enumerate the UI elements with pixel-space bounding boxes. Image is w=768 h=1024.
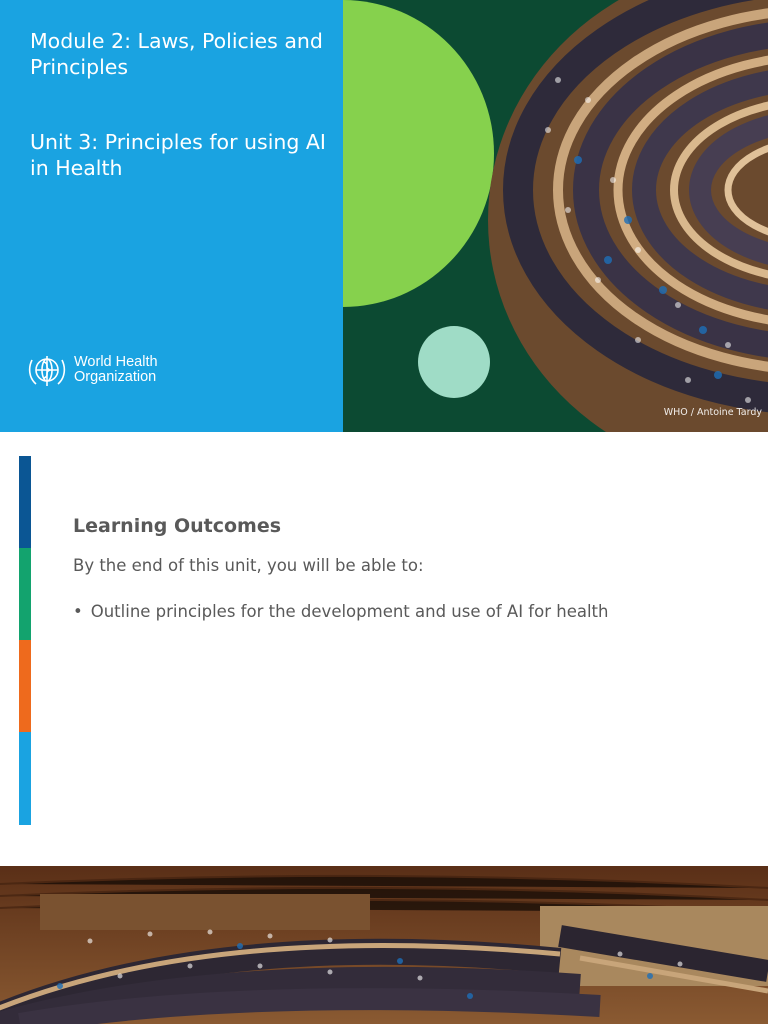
list-item <box>73 602 608 621</box>
learning-outcomes-heading: Learning Outcomes <box>73 515 282 537</box>
outcome-text: Outline principles for the development and use of AI for health <box>90 602 609 621</box>
title-slide <box>0 0 768 432</box>
mint-circle <box>418 326 490 398</box>
who-logo <box>24 350 174 390</box>
module-title: Module 2: Laws, Policies and Principles <box>30 29 323 79</box>
learning-outcomes-slide <box>0 432 768 866</box>
photo-credit: WHO / Antoine Tardy <box>663 407 762 418</box>
accent-bar-orange <box>19 640 31 732</box>
learning-outcomes-intro: By the end of this unit, you will be able to: <box>73 556 424 575</box>
assembly-hall-banner-photo <box>0 866 768 1024</box>
accent-bar-green <box>19 548 31 640</box>
bullet-icon: • <box>73 602 83 621</box>
who-name: World Health Organization <box>74 354 158 385</box>
accent-bar-blue <box>19 732 31 825</box>
outcomes-list <box>73 602 608 621</box>
who-emblem-icon <box>24 350 70 390</box>
assembly-hall-banner-illustration <box>0 866 768 1024</box>
unit-title: Unit 3: Principles for using AI in Health <box>30 130 326 180</box>
accent-bar-navy <box>19 456 31 548</box>
